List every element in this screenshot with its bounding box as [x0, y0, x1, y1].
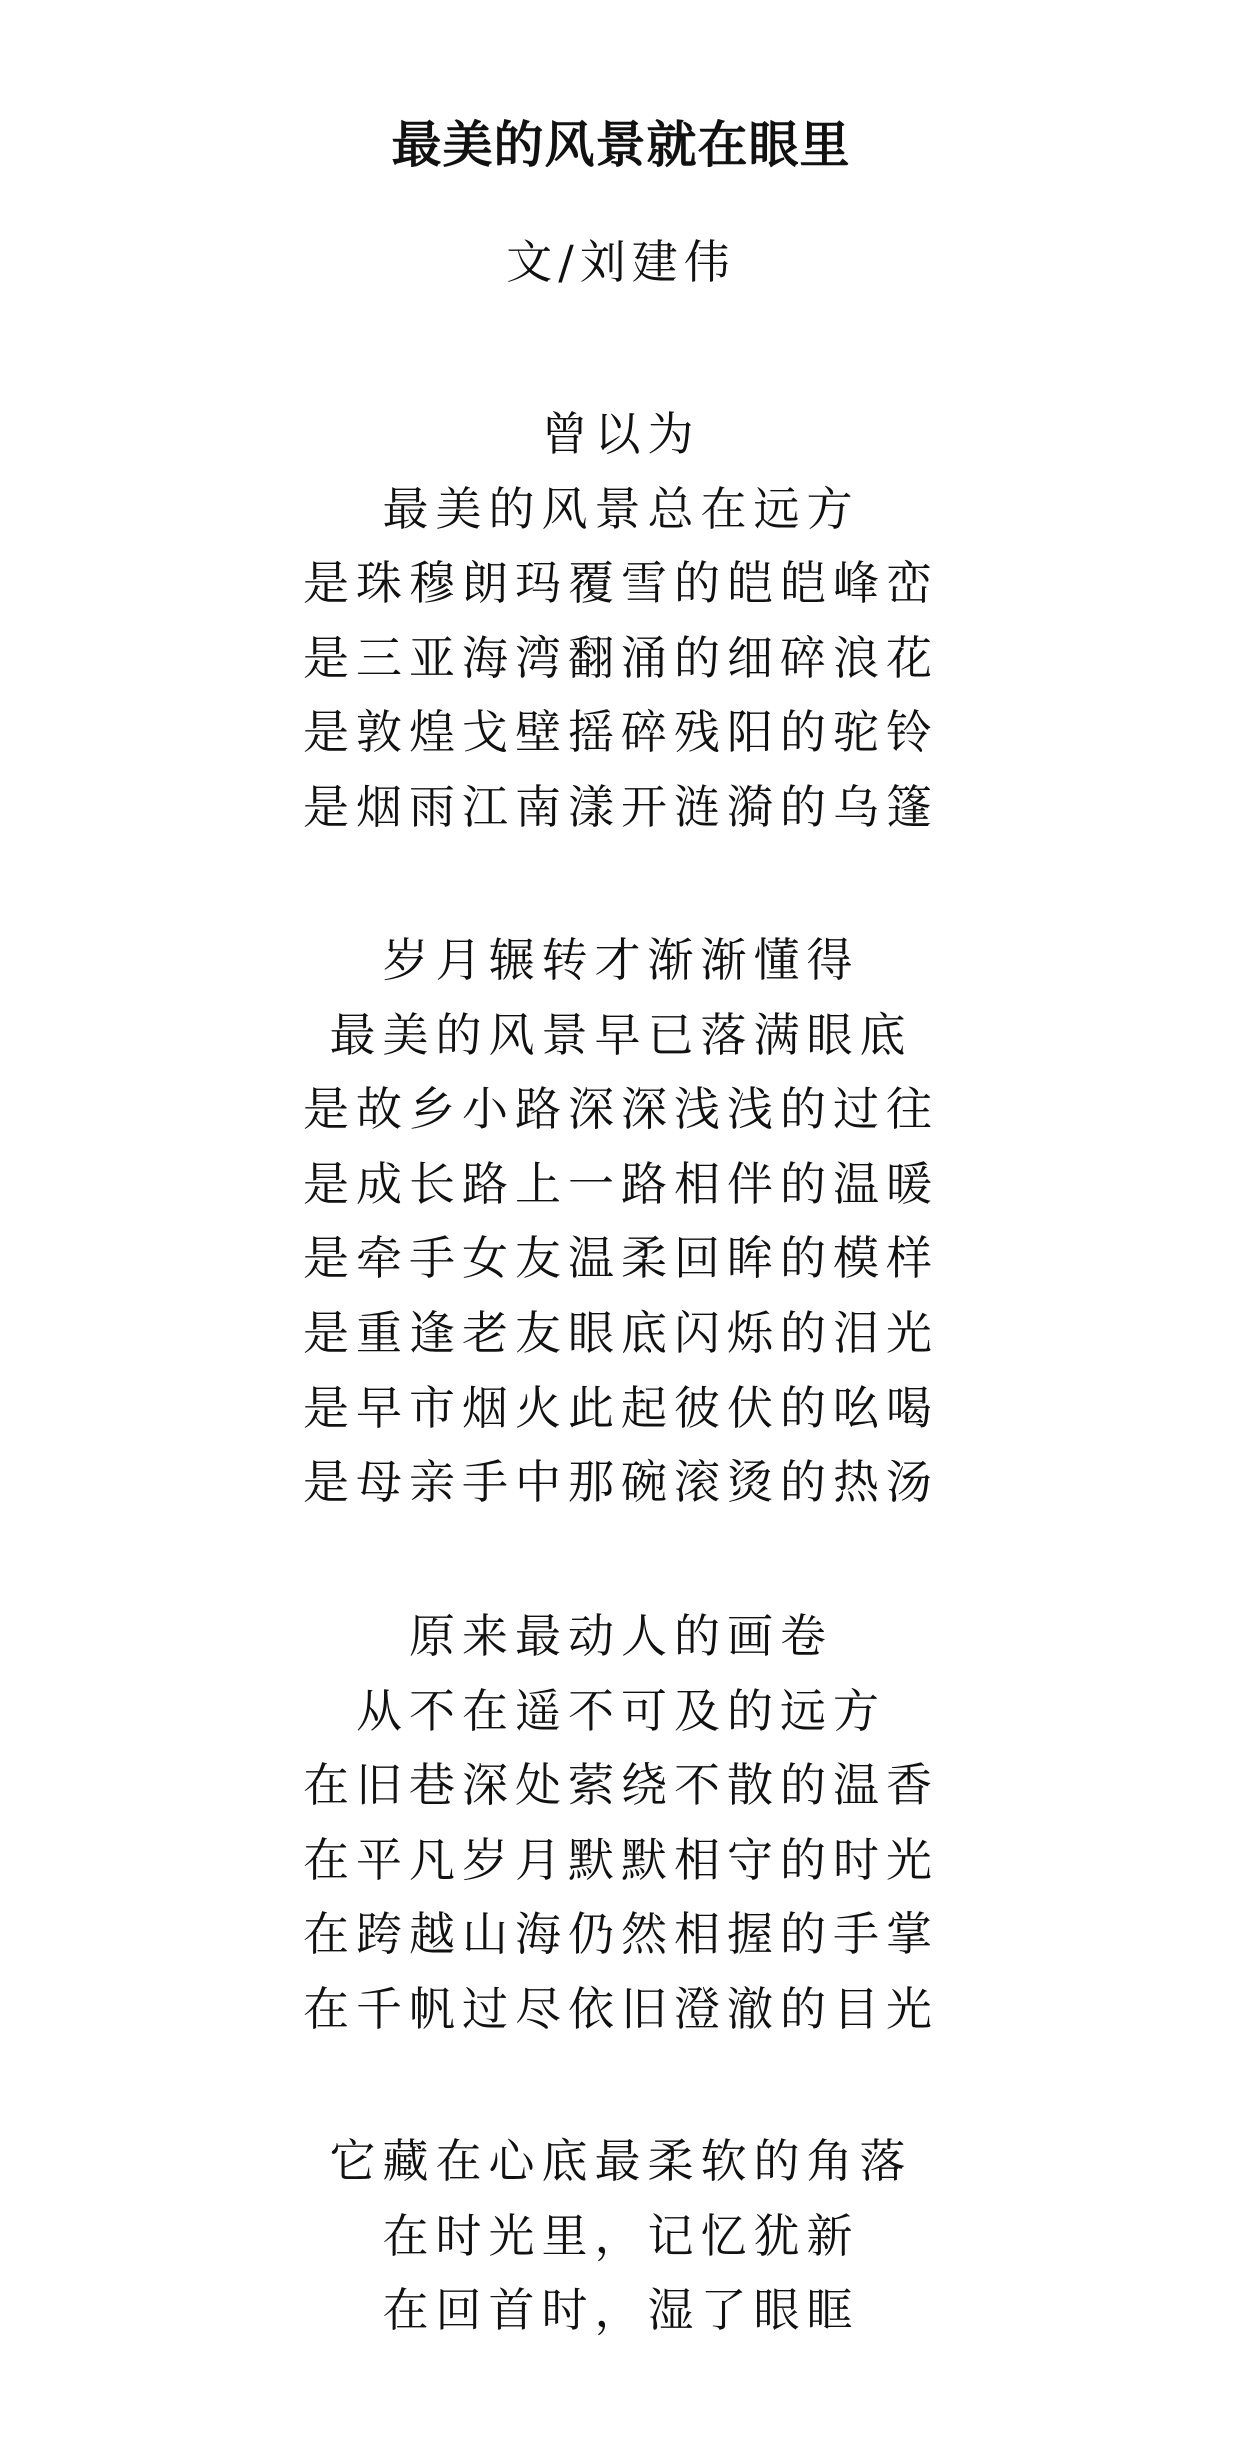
- poem-line: 在时光里，记忆犹新: [382, 2208, 860, 2263]
- poem-line: 它藏在心底最柔软的角落: [329, 2134, 913, 2188]
- poem-line: 从不在遥不可及的远方: [356, 1683, 886, 1738]
- poem-line: 在旧巷深处萦绕不散的温香: [303, 1758, 939, 1813]
- stanza-1: [0, 397, 1242, 845]
- stanza-2: [0, 923, 1242, 1520]
- poem-line: 是母亲手中那碗滚烫的热汤: [303, 1455, 939, 1510]
- poem-line: 最美的风景总在远方: [382, 481, 860, 536]
- poem-line: 在回首时，湿了眼眶: [382, 2283, 860, 2338]
- poem-line: 曾以为: [541, 407, 701, 461]
- poem-author: 文/刘建伟: [506, 235, 736, 289]
- poem-line: 是烟雨江南漾开涟漪的乌篷: [303, 779, 939, 834]
- poem-line: 最美的风景早已落满眼底: [329, 1007, 913, 1062]
- poem-line: 是三亚海湾翻涌的细碎浪花: [303, 630, 939, 685]
- poem-line: 是珠穆朗玛覆雪的皑皑峰峦: [303, 556, 939, 611]
- poem-line: 在千帆过尽依旧澄澈的目光: [303, 1981, 939, 2036]
- stanza-3: [0, 1599, 1242, 2047]
- poem-line: 原来最动人的画卷: [409, 1609, 833, 1663]
- poem-line: 是早市烟火此起彼伏的吆喝: [303, 1380, 939, 1435]
- poem-line: 岁月辗转才渐渐懂得: [382, 933, 860, 987]
- poem-title: 最美的风景就在眼里: [391, 116, 851, 174]
- poem-line: 是故乡小路深深浅浅的过往: [303, 1082, 939, 1137]
- poem-line: 是重逢老友眼底闪烁的泪光: [303, 1305, 939, 1360]
- poem-line: 在平凡岁月默默相守的时光: [303, 1832, 939, 1887]
- stanza-4: [0, 2124, 1242, 2348]
- poem-line: 在跨越山海仍然相握的手掌: [303, 1907, 939, 1962]
- poem-line: 是牵手女友温柔回眸的模样: [303, 1231, 939, 1286]
- poem-line: 是成长路上一路相伴的温暖: [303, 1156, 939, 1211]
- poem-line: 是敦煌戈壁摇碎残阳的驼铃: [303, 705, 939, 760]
